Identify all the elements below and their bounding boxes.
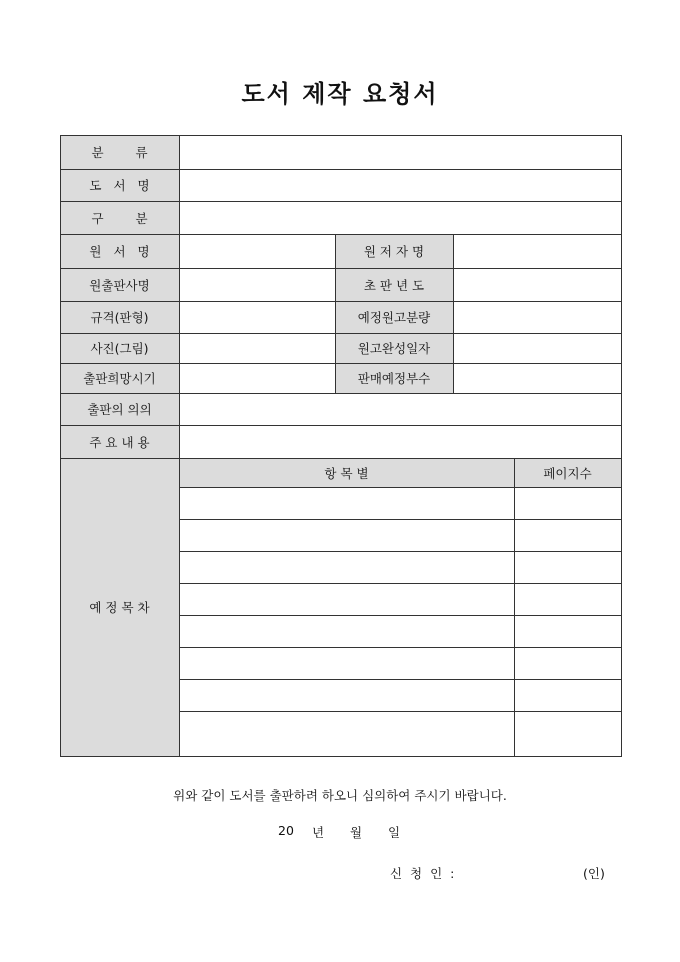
date-day-unit: 일 xyxy=(388,825,401,840)
toc-pages-header: 페이지수 xyxy=(514,458,621,487)
toc-item-header: 항 목 별 xyxy=(179,458,514,487)
grid-line xyxy=(60,333,622,334)
grid-line xyxy=(60,301,622,302)
division-label: 구 분 xyxy=(60,201,179,234)
desired-publication-field[interactable] xyxy=(180,364,335,393)
photos-field[interactable] xyxy=(180,334,335,363)
grid-line xyxy=(179,615,622,616)
first-edition-year-field[interactable] xyxy=(454,269,621,301)
toc-pages-field[interactable] xyxy=(515,648,621,679)
grid-line xyxy=(514,458,515,756)
book-title-label: 도 서 명 xyxy=(60,169,179,201)
grid-line xyxy=(60,393,622,394)
grid-line xyxy=(179,135,180,757)
desired-publication-label: 출판희망시기 xyxy=(60,363,179,393)
toc-pages-field[interactable] xyxy=(515,552,621,583)
toc-pages-field[interactable] xyxy=(515,520,621,551)
planned-toc-label: 예 정 목 차 xyxy=(60,458,179,756)
request-statement: 위와 같이 도서를 출판하려 하오니 심의하여 주시기 바랍니다. xyxy=(173,788,507,803)
grid-line xyxy=(335,234,336,393)
toc-pages-field[interactable] xyxy=(515,584,621,615)
planned-sales-label: 판매예정부수 xyxy=(335,363,453,393)
category-field[interactable] xyxy=(180,136,621,169)
applicant-label: 신 청 인 : xyxy=(390,866,455,881)
grid-line xyxy=(60,268,622,269)
grid-line xyxy=(60,135,61,757)
toc-item-field[interactable] xyxy=(180,552,514,583)
toc-item-field[interactable] xyxy=(180,712,514,756)
format-label: 규격(판형) xyxy=(60,301,179,333)
toc-item-field[interactable] xyxy=(180,584,514,615)
toc-item-field[interactable] xyxy=(180,680,514,711)
estimated-manuscript-field[interactable] xyxy=(454,302,621,333)
division-field[interactable] xyxy=(180,202,621,234)
toc-item-field[interactable] xyxy=(180,520,514,551)
grid-line xyxy=(453,234,454,393)
original-title-field[interactable] xyxy=(180,235,335,268)
category-label: 분 류 xyxy=(60,135,179,169)
photos-label: 사진(그림) xyxy=(60,333,179,363)
grid-line xyxy=(179,647,622,648)
grid-line xyxy=(60,756,622,757)
date-month-unit: 월 xyxy=(350,825,363,840)
applicant-name-field[interactable] xyxy=(455,860,575,880)
manuscript-completion-field[interactable] xyxy=(454,334,621,363)
original-publisher-field[interactable] xyxy=(180,269,335,301)
grid-line xyxy=(179,519,622,520)
date-year: 20 xyxy=(278,823,294,838)
format-field[interactable] xyxy=(180,302,335,333)
toc-pages-field[interactable] xyxy=(515,488,621,519)
original-publisher-label: 원출판사명 xyxy=(60,268,179,301)
grid-line xyxy=(621,135,622,757)
book-title-field[interactable] xyxy=(180,170,621,201)
grid-line xyxy=(179,551,622,552)
seal-mark: (인) xyxy=(583,866,605,881)
grid-line xyxy=(179,487,622,488)
publication-significance-field[interactable] xyxy=(180,394,621,425)
toc-item-field[interactable] xyxy=(180,616,514,647)
grid-line xyxy=(60,425,622,426)
grid-line xyxy=(179,679,622,680)
original-author-field[interactable] xyxy=(454,235,621,268)
estimated-manuscript-label: 예정원고분량 xyxy=(335,301,453,333)
toc-pages-field[interactable] xyxy=(515,712,621,756)
original-author-label: 원 저 자 명 xyxy=(335,234,453,268)
main-content-field[interactable] xyxy=(180,426,621,458)
publication-significance-label: 출판의 의의 xyxy=(60,393,179,425)
grid-line xyxy=(60,169,622,170)
grid-line xyxy=(60,201,622,202)
toc-item-field[interactable] xyxy=(180,648,514,679)
grid-line xyxy=(60,458,622,459)
toc-pages-field[interactable] xyxy=(515,616,621,647)
original-title-label: 원 서 명 xyxy=(60,234,179,268)
page-title: 도서 제작 요청서 xyxy=(241,79,439,108)
manuscript-completion-label: 원고완성일자 xyxy=(335,333,453,363)
grid-line xyxy=(60,363,622,364)
main-content-label: 주 요 내 용 xyxy=(60,425,179,458)
toc-pages-field[interactable] xyxy=(515,680,621,711)
first-edition-year-label: 초 판 년 도 xyxy=(335,268,453,301)
grid-line xyxy=(179,583,622,584)
grid-line xyxy=(179,711,622,712)
planned-sales-field[interactable] xyxy=(454,364,621,393)
date-year-unit: 년 xyxy=(312,825,325,840)
toc-item-field[interactable] xyxy=(180,488,514,519)
grid-line xyxy=(60,234,622,235)
grid-line xyxy=(60,135,622,136)
